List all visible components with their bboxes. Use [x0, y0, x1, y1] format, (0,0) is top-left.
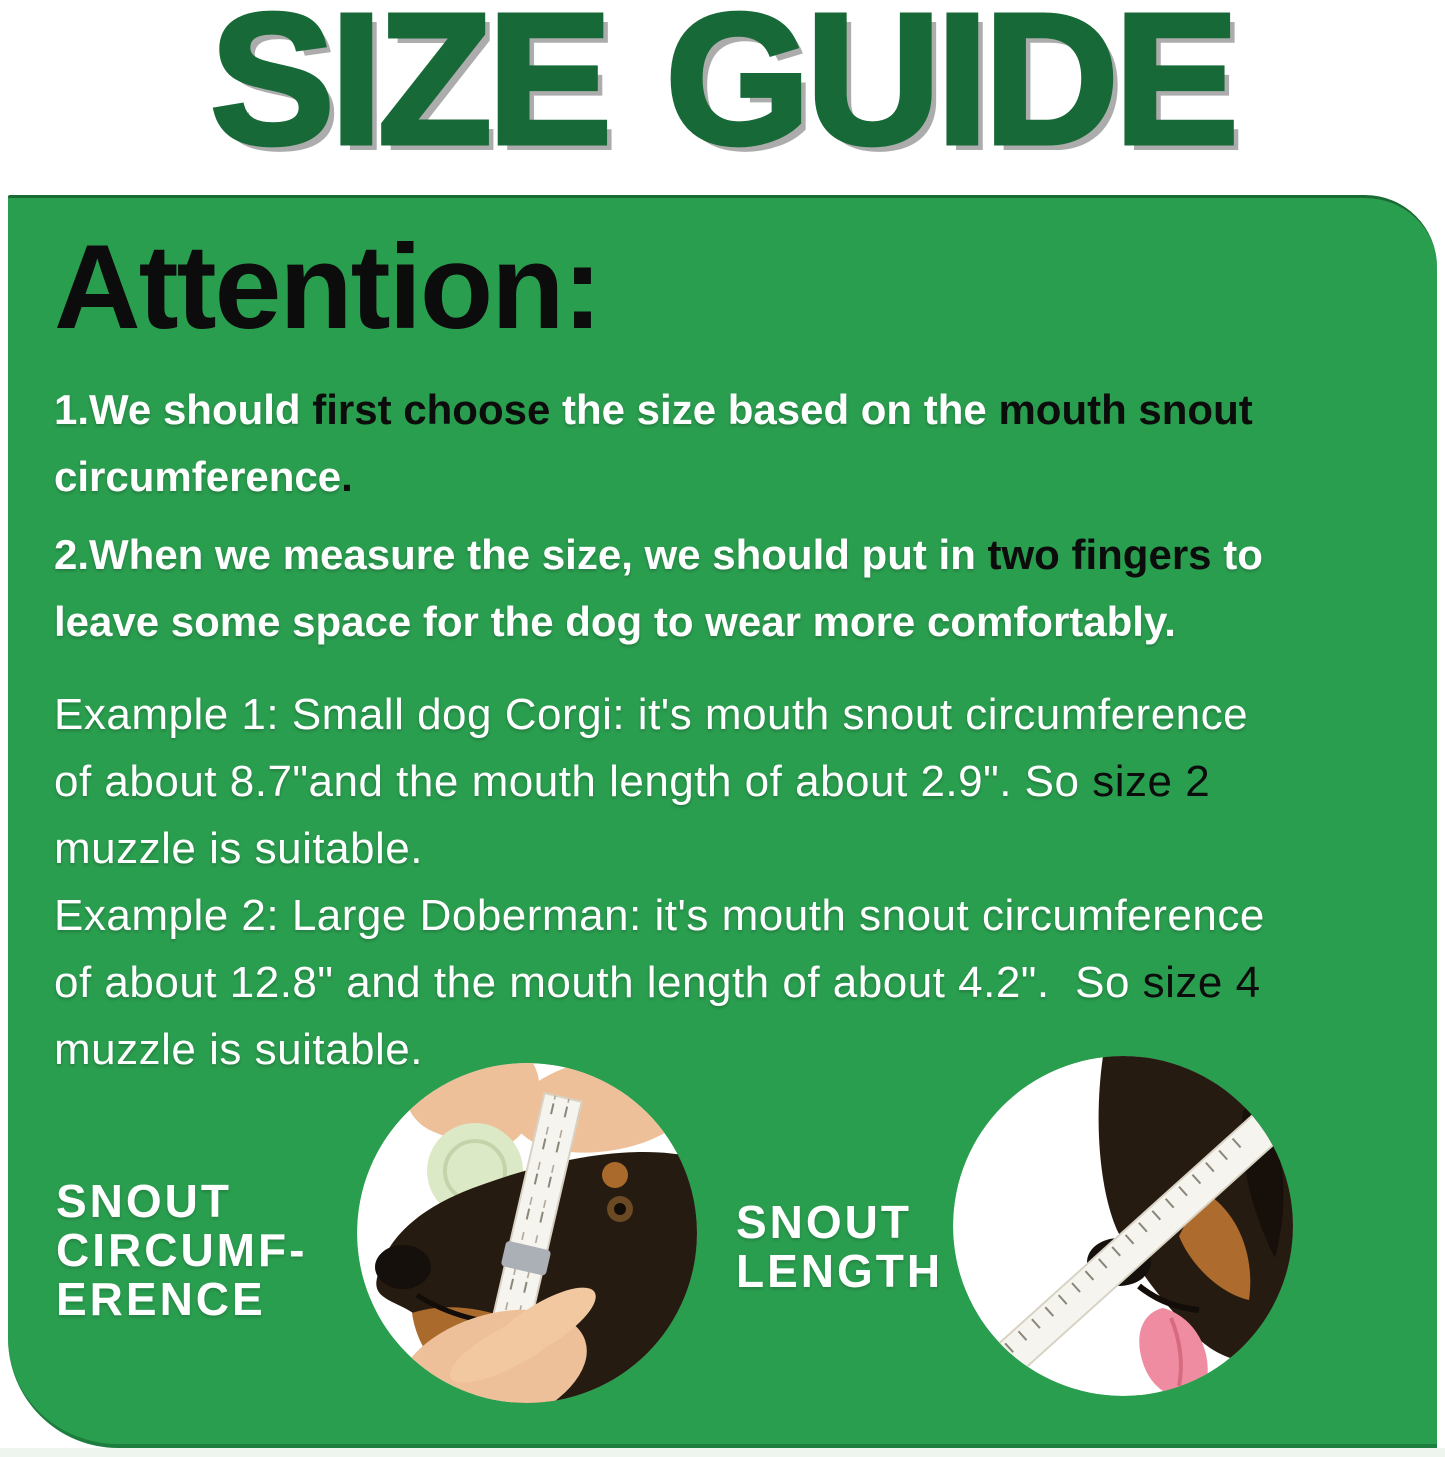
bottom-strip [0, 1448, 1445, 1457]
page-title: SIZE GUIDE [210, 0, 1235, 183]
text-line [54, 882, 1397, 949]
text-line [54, 681, 1397, 748]
snout-length-label [736, 1198, 943, 1296]
text-segment: Example 1: Small dog Corgi: it's mouth snout circumference [54, 690, 1249, 739]
dog-snout-circumference-illustration [357, 1063, 697, 1403]
snout-circumference-photo [357, 1063, 697, 1403]
text-line [54, 376, 1397, 443]
text-line [54, 815, 1397, 882]
snout-length-photo [953, 1056, 1293, 1396]
dog-snout-length-illustration [953, 1056, 1293, 1396]
text-segment: two fingers [987, 531, 1224, 578]
text-segment: to [1223, 531, 1263, 578]
snout-circumference-label [56, 1177, 307, 1324]
label-line: SNOUT [736, 1196, 912, 1248]
text-segment: of about 12.8" and the mouth length of about 4.2". So [54, 958, 1143, 1007]
text-segment: mouth snout [998, 386, 1253, 433]
text-segment: the size based on the [562, 386, 999, 433]
text-line [54, 748, 1397, 815]
text-segment: 2.When we measure the size, we should put in [54, 531, 988, 578]
text-line [54, 949, 1397, 1016]
text-segment: . [341, 453, 353, 500]
text-segment: muzzle is suitable. [54, 824, 423, 873]
label-line: LENGTH [736, 1245, 944, 1297]
text-segment: size 4 [1142, 958, 1261, 1007]
text-segment: Example 2: Large Doberman: it's mouth snout circumference [54, 891, 1265, 940]
label-line: SNOUT [56, 1175, 232, 1227]
text-segment: circumference [54, 453, 342, 500]
instruction-lines [54, 376, 1397, 1083]
text-line [54, 443, 1397, 510]
label-line: ERENCE [56, 1273, 266, 1325]
text-segment: size 2 [1092, 757, 1211, 806]
text-segment: leave some space for the dog to wear more comfortably. [54, 598, 1176, 645]
text-segment: of about 8.7"and the mouth length of about 2.9". So [54, 757, 1093, 806]
attention-heading: Attention: [54, 220, 601, 354]
text-segment: muzzle is suitable. [54, 1025, 423, 1074]
text-line [54, 588, 1397, 655]
label-line: CIRCUMF- [56, 1224, 308, 1276]
text-segment: 1.We should [54, 386, 313, 433]
text-segment: first choose [312, 386, 562, 433]
tan-brow-spot [602, 1162, 628, 1188]
dog-nose [375, 1245, 431, 1289]
text-line [54, 521, 1397, 588]
